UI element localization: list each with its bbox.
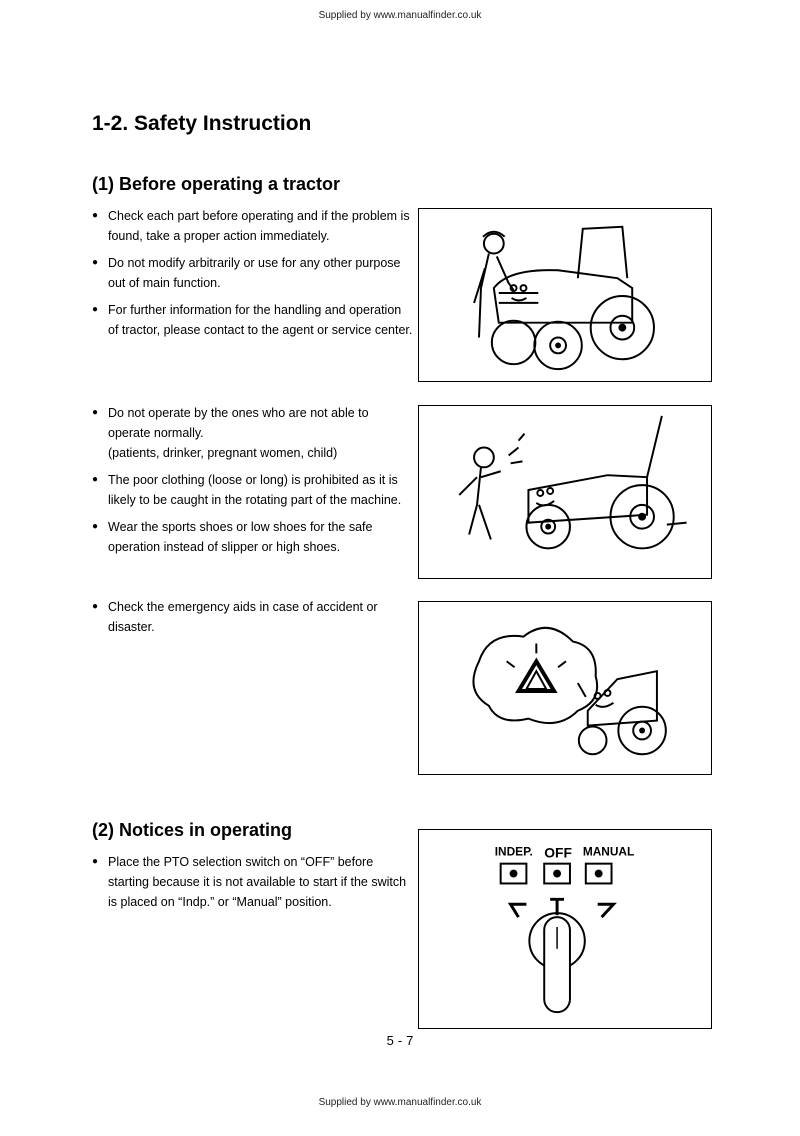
list-item: ● Check the emergency aids in case of accident or disaster. <box>92 597 414 637</box>
list-item: ● The poor clothing (loose or long) is prohibited as it is likely to be caught in the rotating part of the machine. <box>92 470 414 510</box>
pto-label-manual: MANUAL <box>582 844 635 859</box>
hazard-tractor-drawing <box>419 602 711 774</box>
page-index: 7 <box>406 1033 414 1048</box>
bullet-list-inspection <box>92 206 414 347</box>
list-item: ● Do not modify arbitrarily or use for any other purpose out of main function. <box>92 253 414 293</box>
illustration-man-tractor <box>418 405 712 579</box>
page-number <box>0 1033 800 1048</box>
mechanic-tractor-drawing <box>419 209 711 381</box>
pto-label-indep: INDEP. <box>494 844 533 859</box>
list-item <box>92 403 414 463</box>
list-item: ● Place the PTO selection switch on “OFF” before starting because it is not available to start if the switch is placed on “Indp.” or “Manual” position. <box>92 852 414 912</box>
page-title: 1-2. Safety Instruction <box>92 112 312 135</box>
illustration-pto-switch <box>418 829 712 1029</box>
supplied-by-header: Supplied by www.manualfinder.co.uk <box>318 10 482 21</box>
list-item: ● Wear the sports shoes or low shoes for the safe operation instead of slipper or high shoes. <box>92 517 414 557</box>
list-item-text: Do not operate by the ones who are not able to operate normally. <box>108 406 369 440</box>
section-heading-before-operating: (1) Before operating a tractor <box>92 174 341 194</box>
supplied-by-footer: Supplied by www.manualfinder.co.uk <box>318 1097 482 1108</box>
illustration-hazard-tractor <box>418 601 712 775</box>
list-item: ● For further information for the handling and operation of tractor, please contact to the agent or service center. <box>92 300 414 340</box>
page-chapter: 5 <box>386 1033 394 1048</box>
man-tractor-drawing <box>419 406 711 578</box>
bullet-list-emergency <box>92 597 414 644</box>
bullet-list-pto <box>92 852 414 919</box>
bullet-list-operator <box>92 403 414 564</box>
page-separator: - <box>397 1033 403 1048</box>
illustration-mechanic-tractor <box>418 208 712 382</box>
pto-label-off: OFF <box>544 844 572 861</box>
section-heading-notices: (2) Notices in operating <box>92 820 293 840</box>
list-item-note: (patients, drinker, pregnant women, child) <box>108 446 338 460</box>
list-item: ● Check each part before operating and if the problem is found, take a proper action immediately. <box>92 206 414 246</box>
pto-switch-drawing <box>419 830 711 1028</box>
